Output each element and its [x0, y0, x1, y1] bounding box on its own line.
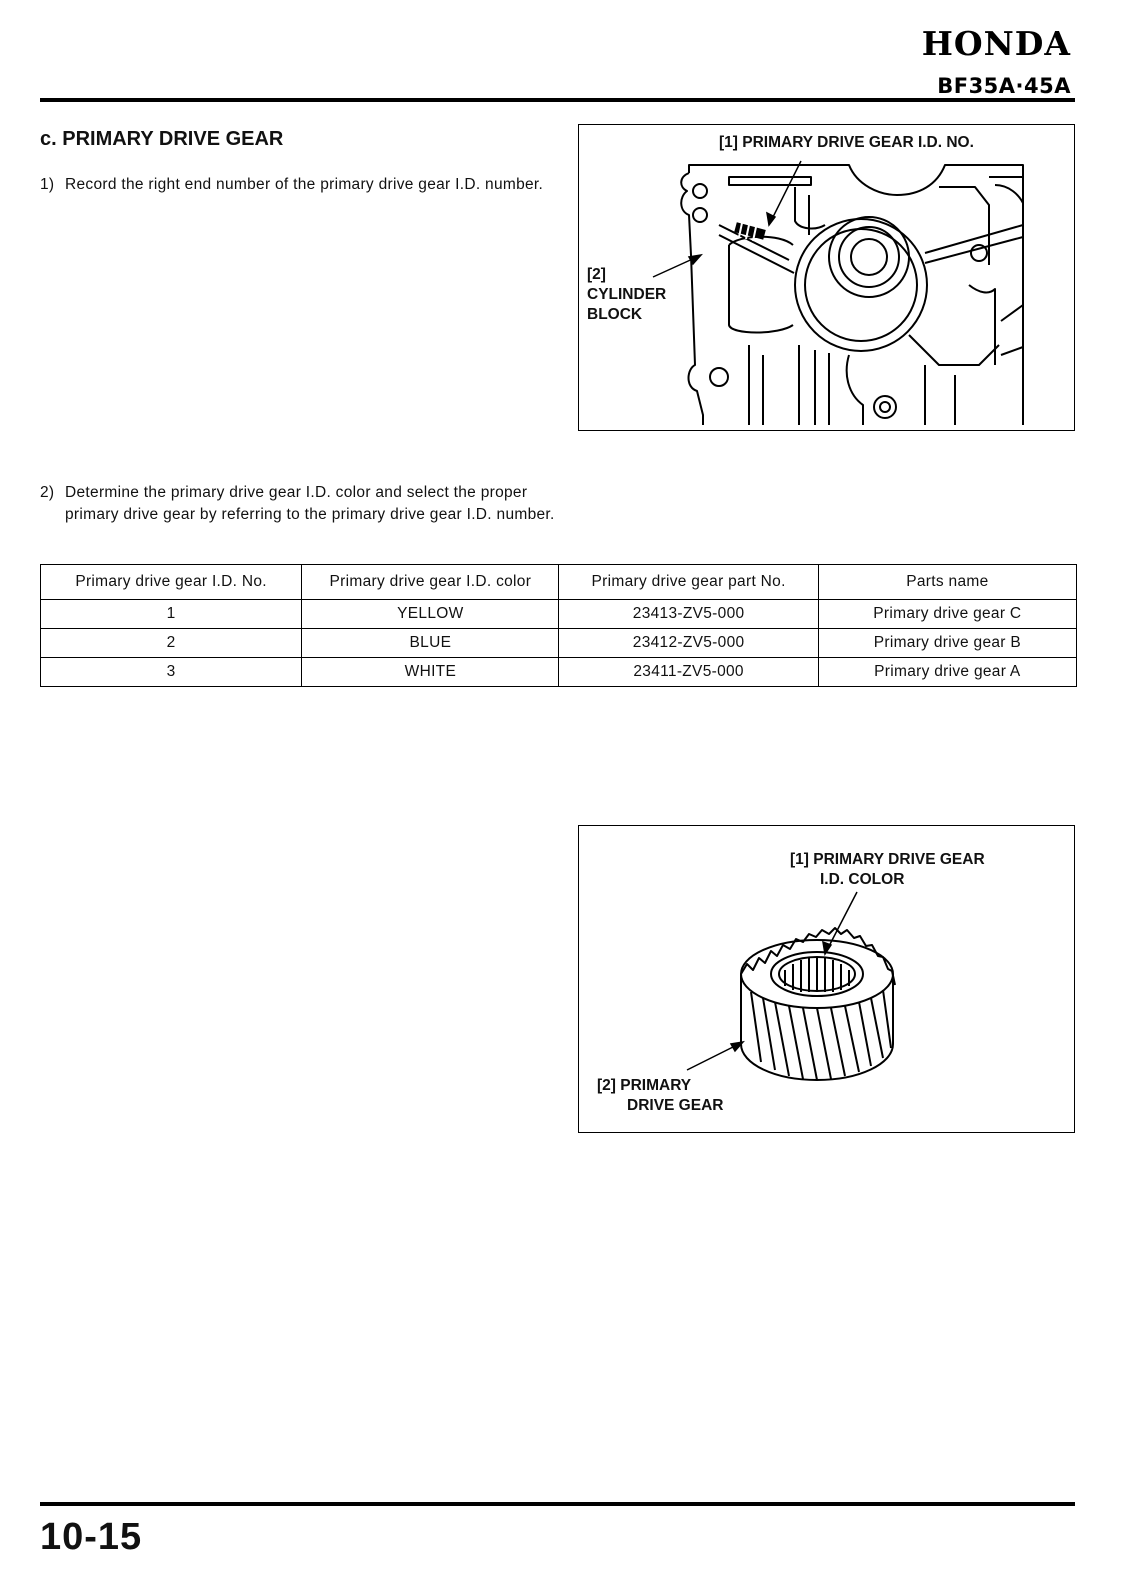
callout-line: I.D. COLOR — [820, 871, 905, 888]
column-header: Primary drive gear I.D. No. — [41, 565, 302, 600]
callout-line: [1] PRIMARY DRIVE GEAR — [790, 851, 985, 868]
callout-line: DRIVE GEAR — [627, 1097, 724, 1114]
header-rule — [40, 98, 1075, 102]
table-header-row — [41, 565, 1077, 600]
step-1 — [40, 174, 570, 196]
step-text: Determine the primary drive gear I.D. color and select the proper primary drive gear by referring to the primary drive gear I.D. number. — [65, 484, 555, 523]
step-2 — [40, 482, 560, 526]
column-header: Primary drive gear I.D. color — [302, 565, 559, 600]
step-text: Record the right end number of the primary drive gear I.D. number. — [65, 176, 544, 193]
table-cell: Primary drive gear B — [818, 629, 1076, 658]
callout-line: BLOCK — [587, 306, 643, 323]
brand-logo: HONDA — [921, 24, 1071, 63]
cylinder-block-figure — [578, 124, 1075, 431]
table-cell: YELLOW — [302, 600, 559, 629]
callout-line: [2] — [587, 266, 606, 283]
column-header: Primary drive gear part No. — [559, 565, 818, 600]
table-cell: Primary drive gear C — [818, 600, 1076, 629]
table-row — [41, 600, 1077, 629]
primary-drive-gear-figure — [578, 825, 1075, 1133]
table-cell: 1 — [41, 600, 302, 629]
table-cell: 3 — [41, 658, 302, 687]
callout-cylinder-block — [587, 265, 666, 325]
table-cell: Primary drive gear A — [818, 658, 1076, 687]
column-header: Parts name — [818, 565, 1076, 600]
callout-id-number: [1] PRIMARY DRIVE GEAR I.D. NO. — [719, 134, 974, 151]
callout-primary-drive-gear — [597, 1076, 723, 1116]
table-cell: 23413-ZV5-000 — [559, 600, 818, 629]
table-cell: BLUE — [302, 629, 559, 658]
table-cell: 23412-ZV5-000 — [559, 629, 818, 658]
page-number: 10-15 — [40, 1516, 143, 1558]
callout-id-color — [790, 850, 985, 890]
table-cell: 23411-ZV5-000 — [559, 658, 818, 687]
section-title: c. PRIMARY DRIVE GEAR — [40, 128, 284, 150]
model-name: BF35A·45A — [937, 74, 1071, 98]
gear-selection-table — [40, 564, 1077, 687]
callout-line: CYLINDER — [587, 286, 667, 303]
step-number: 1) — [40, 176, 55, 193]
table-row — [41, 629, 1077, 658]
callout-line: [2] PRIMARY — [597, 1077, 692, 1094]
table-cell: WHITE — [302, 658, 559, 687]
footer-rule — [40, 1502, 1075, 1506]
table-cell: 2 — [41, 629, 302, 658]
table-row — [41, 658, 1077, 687]
step-number: 2) — [40, 484, 55, 501]
